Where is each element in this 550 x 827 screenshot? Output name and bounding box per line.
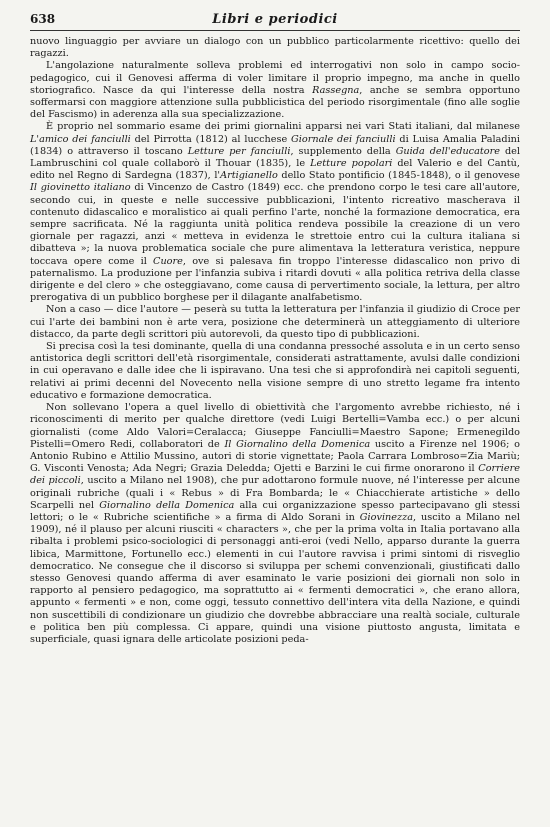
italic-title: Giovinezza [359, 511, 413, 523]
text-run: uscito a Firenze nel 1906; o Antonio Rubino e Attilio Mussino, autori di storie vignettate; Paola Carrara Lombroso=Zia Mariù; G. Visconti Venosta; Ada Negri; Grazia Deledda; Ojetti e Barzini le cui firme onorarono il [30, 438, 521, 475]
text-run: del Lambruschini col quale collaborò il Thouar (1835), le [30, 145, 520, 170]
italic-title: Artigianello [220, 170, 278, 182]
page-number: 638 [30, 12, 56, 26]
text-run: nuovo linguaggio per avviare un dialogo con un pubblico particolarmente ricettivo: quello dei ragazzi. [30, 36, 520, 60]
text-run: del Pirrotta (1812) al lucchese [130, 133, 292, 145]
italic-title: Il giovinetto italiano [30, 182, 131, 194]
text-run: È proprio nel sommario esame dei primi giornalini apparsi nei vari Stati italiani, dal milanese [46, 121, 520, 133]
text-run: , uscito a Milano nel 1908), che pur adottarono formule nuove, né l'interesse per alcune originali rubriche (quali i « Rebus » di Fra Bombarda; le « Chiacchierate artistiche » dello Scarpelli nel [30, 475, 521, 511]
text-run: di Vincenzo de Castro (1849) ecc. che prendono corpo le tesi care all'autore, secondo cui, in queste e nelle successive pubblicazioni, l'intento ricreativo mascherava il contenuto didascalico e moralistico ai quali perfino l'arte, nonché la formazione democratica, era sempre sacrificata. Né la raggiunta unità politica rendeva possibile la creazione di un vero giornale per ragazzi, anzi « metteva in evidenza le strettoie entro cui la cultura italiana si dibatteva »; la nuova problematica sociale che pure alimentava la letteratura veristica, neppure toccava opere come il [30, 182, 520, 267]
italic-title: Rassegna [312, 84, 360, 96]
italic-title: Il Giornalino della Domenica [224, 438, 371, 450]
paragraph-3 [30, 121, 520, 304]
text-run: Non a caso — dice l'autore — peserà su tutta la letteratura per l'infanzia il giudizio di Croce per cui l'arte dei bambini non è arte vera, posizione che determinerà un atteggiamento di ulteriore distacco, da parte degli scrittori più autorevoli, da questo tipo di pubblicazioni. [30, 304, 520, 340]
italic-title: Letture popolari [310, 158, 393, 170]
italic-title: L'amico dei fanciulli [30, 133, 131, 145]
article-body [30, 36, 520, 646]
text-run: del Valerio e del Cantù, edito nel Regno di Sardegna (1837), l' [30, 158, 520, 182]
page-header [30, 12, 520, 30]
text-run: L'angolazione naturalmente solleva problemi ed interrogativi non solo in campo socio-pedagogico, cui il Genovesi afferma di voler limitare il proprio impegno, ma anche in quello storiografico. Nasce da qui l'interesse della nostra [30, 60, 520, 96]
italic-title: Giornale dei fanciulli [291, 133, 396, 145]
paragraph-6 [30, 402, 520, 646]
italic-title: Guida dell'educatore [395, 145, 500, 157]
text-run: alla cui organizzazione spesso partecipavano gli stessi lettori; o le « Rubriche scientifiche » a firma di Aldo Sorani in [30, 499, 520, 523]
text-run: , anche se sembra opportuno soffermarsi con maggiore attenzione sulla pubblicistica del periodo risorgimentale (fino alle soglie del Fascismo) in aderenza alla sua specializzazione. [30, 84, 521, 121]
text-run: di Luisa Amalia Paladini (1834) o attraverso il toscano [30, 133, 521, 157]
paragraph-2 [30, 60, 520, 121]
text-run: Non sollevano l'opera a quel livello di obiettività che l'argomento avrebbe richiesto, né i riconoscimenti di merito per qualche direttore (vedi Luigi Bertelli=Vamba ecc.) o per alcuni giornalisti (come Aldo Valori=Ceralacca; Giuseppe Fanciulli=Maestro Sapone; Ermenegildo Pistelli=Omero Redi, collaboratori de [30, 402, 520, 450]
running-head: Libri e periodici [212, 12, 338, 27]
text-run: Si precisa così la tesi dominante, quella di una condanna pressoché assoluta e in un certo senso antistorica degli scrittori dell'età risorgimentale, considerati astrattamente, avulsi dalle condizioni in cui operavano e dalle idee che li ispiravano. Una tesi che si approfondirà nei capitoli seguenti, relativi ai primi decenni del Novecento nella visione sempre di uno stretto legame fra intento educativo e formazione democratica. [30, 341, 520, 401]
header-rule [30, 30, 520, 31]
italic-title: Corriere dei piccoli [30, 463, 520, 487]
italic-title: Cuore [153, 255, 183, 267]
paragraph-1 [30, 36, 520, 60]
italic-title: Giornalino della Domenica [99, 499, 235, 511]
text-run: , supplemento della [290, 145, 396, 157]
paragraph-4 [30, 304, 520, 341]
italic-title: Letture per fanciulli [187, 145, 291, 157]
paragraph-5 [30, 341, 520, 402]
text-run: , uscito a Milano nel 1909), né il plauso per alcuni riusciti « characters », che per la prima volta in Italia portavano alla ribalta i problemi psico-sociologici di personaggi anti-eroi (vedi Nello, apparso durante la guerra libica, Marmittone, Fortunello ecc.) elementi in cui l'autore ravvisa i primi sintomi di risveglio democratico. Ne consegue che il discorso si sviluppa per schemi convenzionali, giustificati dallo stesso Genovesi quando afferma di aver esaminato le varie posizioni dei giornali non solo in rapporto al pensiero pedagogico, ma soprattutto ai « fermenti democratici », che erano allora, appunto « fermenti » e non, come oggi, tessuto connettivo dell'intera vita della Nazione, e quindi non suscettibili di condizionare un giudizio che dovrebbe abbracciare una realtà sociale, culturale e politica ben più complessa. Ci appare, quindi una visione piuttosto angusta, limitata e superficiale, quasi ignara delle articolate posizioni peda- [30, 511, 520, 645]
text-run: , ove si palesava fin troppo l'interesse didascalico non privo di paternalismo. La produzione per l'infanzia subiva i ritardi dovuti « alla politica retriva della classe dirigente e del clero » che osteggiavano, come causa di pervertimento sociale, la lettura, per altro prerogativa di un pubblico borghese per il dilagante analfabetismo. [30, 255, 520, 304]
text-run: dello Stato pontificio (1845-1848), o il genovese [277, 170, 521, 182]
